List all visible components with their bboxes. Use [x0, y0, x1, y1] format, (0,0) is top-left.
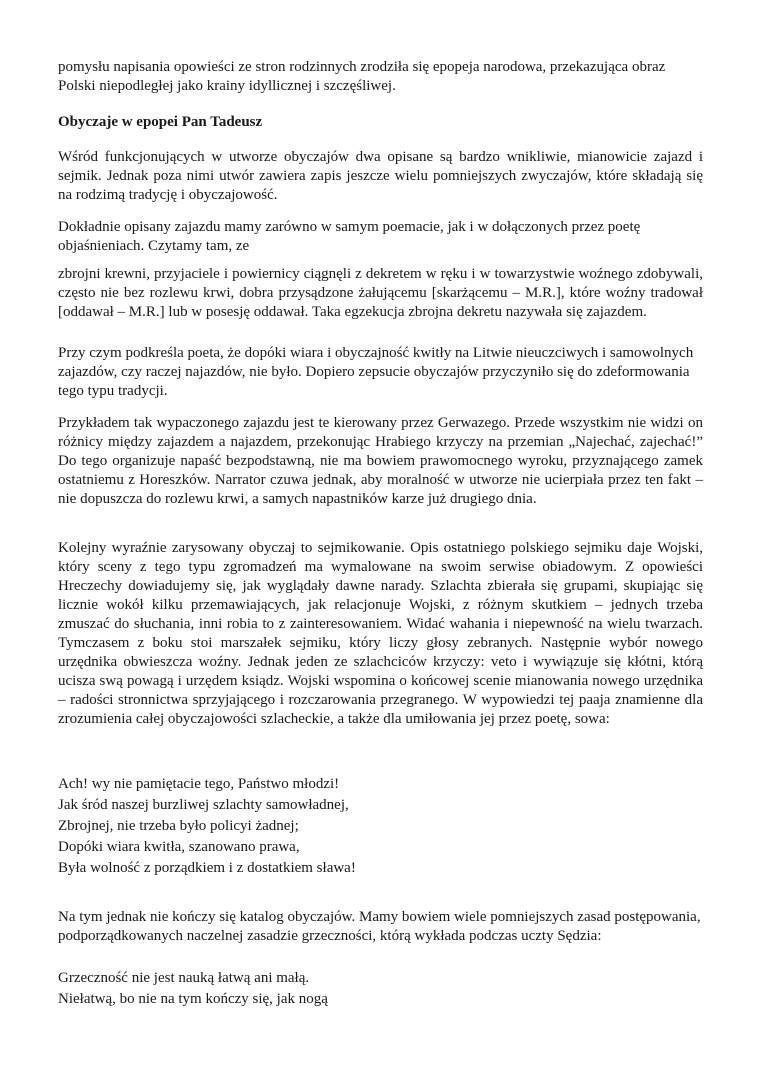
- paragraph-etiquette: Na tym jednak nie kończy się katalog obyczajów. Mamy bowiem wiele pomniejszych zasad postępowania, podporządkowanych naczelnej zasadzie grzeczności, którą wykłada podczas uczty Sędzia:: [58, 909, 701, 944]
- closing-quote-line: Niełatwą, bo nie na tym kończy się, jak nogą: [58, 991, 328, 1007]
- paragraph-sejmik: Kolejny wyraźnie zarysowany obyczaj to sejmikowanie. Opis ostatniego polskiego sejmiku daje Wojski, który sceny z tego typu zgromadzeń ma wymalowane na swoim serwise obiadowym. Z opowieści Hreczechy dowiadujemy się, jak wyglądały dawne narady. Szlachta zbierała się grupami, skupiając się licznie wokół kilku przemawiających, jak relacjonuje Wojski, z różnym skutkiem – jednych trzeba zmuszać do słuchania, inni robia to z zainteresowaniem. Widać wahania i niepewność na wielu twarzach. Tymczasem z boku stoi marszałek sejmiku, który liczy głosy zebranych. Następnie wybór nowego urzędnika obwieszcza woźny. Jednak jeden ze szlachciców krzyczy: veto i wywiązuje się kłótni, którą ucisza swą powagą i urzędem ksiądz. Wojski wspomina o końcowej scenie mianowania nowego urzędnika – radości stronnictwa sprzyjającego i rozczarowania przegranego. W wypowiedzi tej paaja znamienne dla zrozumienia całej obyczajowości szlacheckie, a także dla umiłowania jej przez poetę, sowa:: [58, 540, 703, 727]
- section-heading: Obyczaje w epopei Pan Tadeusz: [58, 114, 263, 130]
- intro-paragraph: pomysłu napisania opowieści ze stron rodzinnych zrodziła się epopeja narodowa, przekazująca obraz Polski niepodległej jako krainy idyllicznej i szczęśliwej.: [58, 59, 666, 94]
- poem-line: Dopóki wiara kwitła, szanowano prawa,: [58, 839, 300, 855]
- closing-quote-line: Grzeczność nie jest nauką łatwą ani małą.: [58, 970, 310, 986]
- paragraph-gerwazy-zajazd: Przykładem tak wypaczonego zajazdu jest te kierowany przez Gerwazego. Przede wszystkim nie widzi on różnicy między zajazdem a najazdem, przekonując Hrabiego krzyczy na przemian „Najechać, zajechać!” Do tego organizuje napaść bezpodstawną, nie ma bowiem prawomocnego wyroku, przyznającego zamek ostatniemu z Horeszków. Narrator czuwa jednak, aby moralność w utworze nie ucierpiała przez ten fakt – nie dopuszcza do rozlewu krwi, a samych napastników karze już drugiego dnia.: [58, 415, 703, 507]
- poem-quote: [58, 774, 703, 879]
- poem-line: Jak śród naszej burzliwej szlachty samowładnej,: [58, 797, 349, 813]
- closing-quote: [58, 968, 703, 1010]
- paragraph-zajazd-intro: Dokładnie opisany zajazdu mamy zarówno w samym poemacie, jak i w dołączonych przez poetę objaśnieniach. Czytamy tam, ze: [58, 219, 641, 254]
- block-quote-zajazd-definition: zbrojni krewni, przyjaciele i powiernicy ciągnęli z dekretem w ręku i w towarzystwie woźnego zdobywali, często nie bez rozlewu krwi, dobra przysądzone żałującemu [skarżącemu – M.R.], które woźny tradował [oddawał – M.R.] lub w posesję oddawał. Taka egzekucja zbrojna dekretu nazywała się zajazdem.: [58, 266, 703, 320]
- poem-line: Ach! wy nie pamiętacie tego, Państwo młodzi!: [58, 776, 340, 792]
- poem-line: Zbrojnej, nie trzeba było policyi żadnej;: [58, 818, 299, 834]
- poem-line: Była wolność z porządkiem i z dostatkiem sława!: [58, 860, 356, 876]
- paragraph-zajazd-tradition: Przy czym podkreśla poeta, że dopóki wiara i obyczajność kwitły na Litwie nieuczciwych i samowolnych zajazdów, czy raczej najazdów, nie było. Dopiero zepsucie obyczajów przyczyniło się do zdeformowania tego typu tradycji.: [58, 345, 694, 399]
- paragraph-customs-overview: Wśród funkcjonujących w utworze obyczajów dwa opisane są bardzo wnikliwie, mianowicie zajazd i sejmik. Jednak poza nimi utwór zawiera zapis jeszcze wielu pomniejszych zwyczajów, które składają się na rodzimą tradycję i obyczajowość.: [58, 149, 703, 203]
